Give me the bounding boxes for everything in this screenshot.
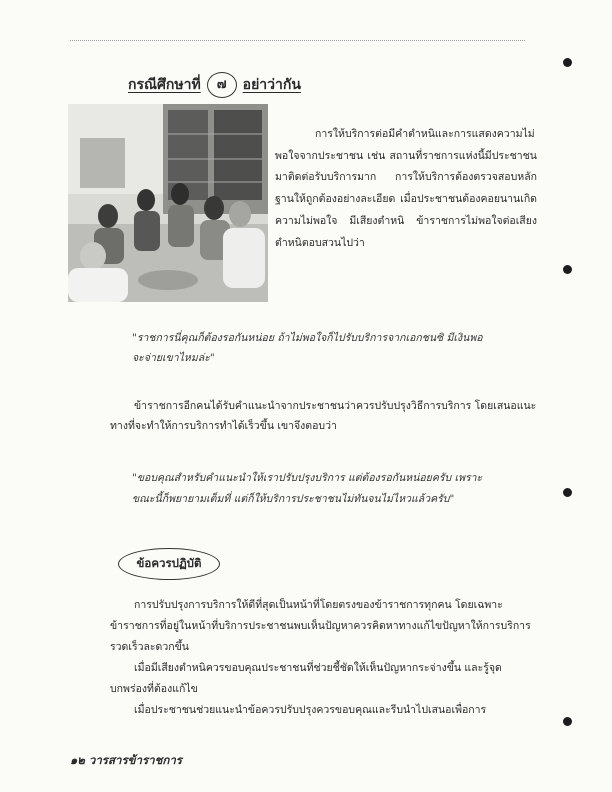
binder-hole (563, 488, 572, 497)
intro-paragraph (275, 124, 537, 254)
practice-heading: ข้อควรปฏิบัติ (118, 548, 220, 580)
practice-paragraph-2: เมื่อมีเสียงตำหนิควรขอบคุณประชาชนที่ช่วยชี้ชัดให้เห็นปัญหากระจ่างขึ้น และรู้จุดบกพร่องที่ต้องแก้ไข (110, 662, 502, 695)
page-footer: ๑๒ วารสารข้าราชการ (70, 753, 182, 767)
practice-paragraph-1: การปรับปรุงการบริการให้ดีที่สุดเป็นหน้าที่โดยตรงของข้าราชการทุกคน โดยเฉพาะข้าราชการที่อยู่ในหน้าที่บริการประชาชนพบเห็นปัญหาควรคิดหาทางแก้ไขปัญหาให้การบริการรวดเร็วละดวกขึ้น (110, 599, 531, 653)
binder-hole (563, 265, 572, 274)
binder-hole (563, 717, 572, 726)
practice-section (110, 595, 538, 721)
quote-1: "ราชการนี่คุณก็ต้องรอกันหน่อย ถ้าไม่พอใจก็ไปรับบริการจากเอกชนซิ มีเงินพอจะจ่ายเขาไหมล่ะ" (132, 332, 483, 364)
practice-paragraph-3: เมื่อประชาชนช่วยแนะนำข้อควรปรับปรุงควรขอบคุณและรีบนำไปเสนอเพื่อการ (134, 704, 487, 716)
paragraph-1 (110, 396, 538, 436)
case-study-title (128, 72, 301, 98)
quote-2: "ขอบคุณสำหรับคำแนะนำให้เราปรับปรุงบริการ แต่ต้องรอกันหน่อยครับ เพราะขณะนี้ก็พยายามเต็มที่ แต่ก็ให้บริการประชาชนไม่ทันจนไม่ไหวแล้วครับ" (132, 472, 483, 505)
header-rule (70, 40, 525, 41)
meeting-photo (68, 104, 268, 302)
intro-text: การให้บริการต่อมีคำตำหนิและการแสดงความไม่พอใจจากประชาชน เช่น สถานที่ราชการแห่งนี้มีประชาชนมาติดต่อรับบริการมาก การให้บริการต้องตรวจสอบหลักฐานให้ถูกต้องอย่างละเอียด เมื่อประชาชนต้องคอยนานเกิดความไม่พอใจ มีเสียงตำหนิ ข้าราชการไม่พอใจต่อเสียงตำหนิตอบสวนไปว่า (275, 128, 537, 249)
case-study-name: อย่าว่ากัน (242, 77, 301, 93)
binder-hole (563, 58, 572, 67)
paragraph-1-text: ข้าราชการอีกคนได้รับคำแนะนำจากประชาชนว่าควรปรับปรุงวิธีการบริการ โดยเสนอแนะทางที่จะทำให้การบริการทำได้เร็วขึ้น เขาจึงตอบว่า (110, 400, 537, 432)
case-study-number: ๗ (207, 72, 237, 98)
case-study-label: กรณีศึกษาที่ (128, 77, 201, 93)
